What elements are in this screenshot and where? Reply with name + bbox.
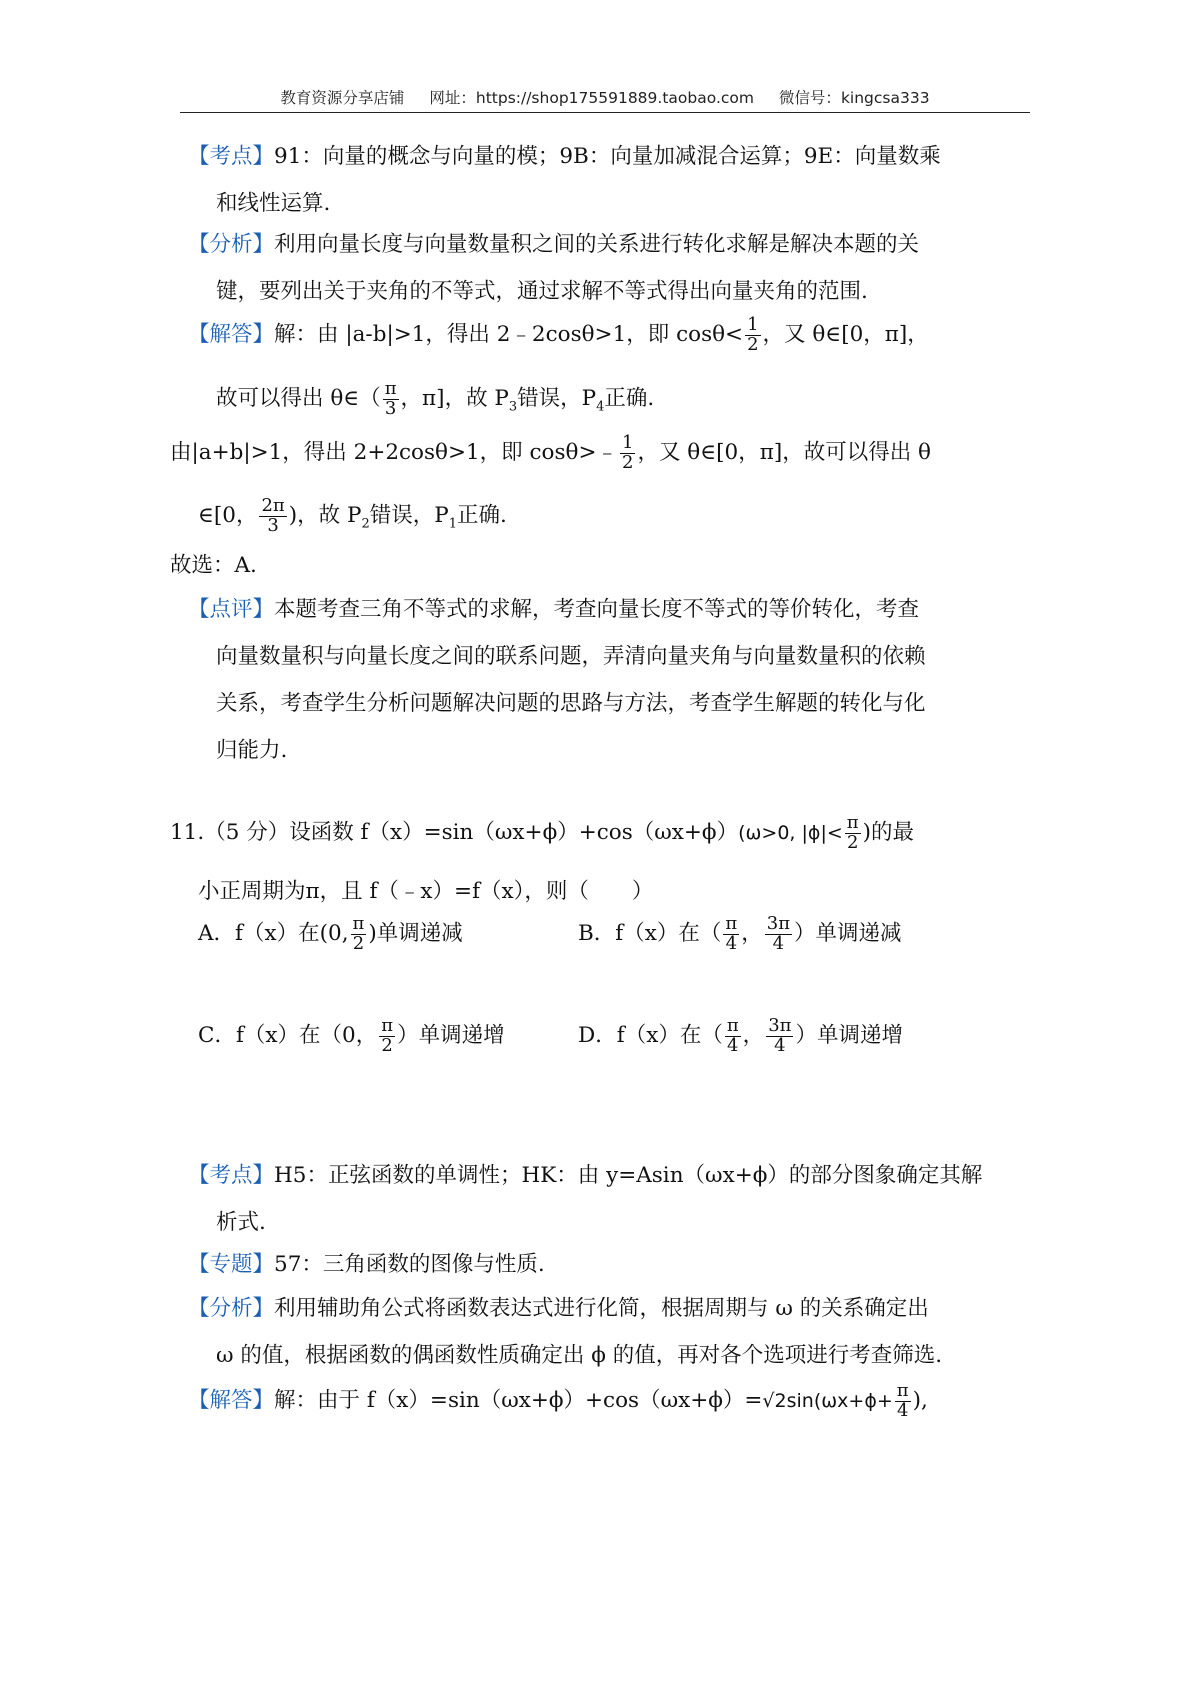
- fenxi-text: 利用向量长度与向量数量积之间的关系进行转化求解是解决本题的关: [274, 232, 920, 257]
- fraction-one-half-b: $\frac{1}{2}$: [621, 431, 634, 473]
- jieda-text-c: ，又 θ∈[0，π]，: [762, 322, 929, 347]
- q10-dianping: 【点评】本题考查三角不等式的求解，考查向量长度不等式的等价转化，考查 向量数量积与向量长度之间的联系问题，弄清向量夹角与向量数量积的依赖 关系，考查学生分析问题解决问题的思路与方法，考查学生解题的转化与化 归能力.: [188, 597, 926, 763]
- fraction-pi-over-2: $\frac{\pi}{2}$: [846, 811, 859, 853]
- dianping-tag: 【点评】: [188, 597, 275, 622]
- q11-stem: 11.（5 分）设函数 f（x）=sin（ωx+ϕ）+cos（ωx+ϕ）(ω>0, |ϕ|< $\frac{\pi}{2}$ )的最 小正周期为π，且 f（﹣x）=f（x），则（ ）: [170, 811, 914, 904]
- fraction-2pi-over-3: $\frac{2\pi}{3}$: [261, 494, 285, 536]
- page-header: [180, 86, 1030, 108]
- option-c[interactable]: C．f（x）在（0， $\frac{\pi}{2}$ ）单调递增: [198, 1014, 505, 1056]
- kaodian-text: 91：向量的概念与向量的模；9B：向量加减混合运算；9E：向量数乘: [274, 144, 941, 169]
- q10-line3: 由|a+b|>1，得出 2+2cosθ>1，即 cosθ>﹣ $\frac{1}{2}$ ，又 θ∈[0，π]，故可以得出 θ ∈[0， $\frac{2\pi}{3}$ )，故 $P_2$错误，$P_1$正确.: [170, 428, 1030, 546]
- option-d[interactable]: D．f（x）在（ $\frac{\pi}{4}$ ， $\frac{3\pi}{4}$ ）单调递增: [578, 1014, 903, 1056]
- q10-kaodian: [188, 133, 1028, 227]
- q11-kaodian: 【考点】H5：正弦函数的单调性；HK：由 y=Asin（ωx+ϕ）的部分图象确定其解 析式.: [188, 1163, 983, 1235]
- kaodian-tag: 【考点】: [188, 144, 275, 169]
- fraction-pi-over-3: $\frac{\pi}{3}$: [384, 377, 397, 419]
- q10-jieda: [188, 310, 1028, 428]
- q11-jieda: 【解答】解：由于 f（x）=sin（ωx+ϕ）+cos（ωx+ϕ）=√2sin(ωx+ϕ+ $\frac{\pi}{4}$ ),: [188, 1379, 928, 1421]
- kaodian-text-cont: 和线性运算.: [216, 191, 331, 216]
- wechat-id: kingcsa333: [840, 89, 930, 107]
- jieda-text: 解：由: [274, 322, 339, 347]
- shop-url[interactable]: https://shop175591889.taobao.com: [475, 89, 754, 107]
- q11-zhuanti: 【专题】57：三角函数的图像与性质.: [188, 1252, 545, 1277]
- fenxi-tag: 【分析】: [188, 232, 275, 257]
- jieda-tag: 【解答】: [188, 322, 275, 347]
- url-label: 网址：: [429, 89, 476, 107]
- fraction-one-half: $\frac{1}{2}$: [747, 313, 759, 355]
- fenxi-text-cont: 键，要列出关于夹角的不等式，通过求解不等式得出向量夹角的范围.: [216, 279, 868, 304]
- header-divider: [180, 112, 1030, 113]
- wechat-label: 微信号：: [778, 89, 841, 107]
- q11-fenxi: 【分析】利用辅助角公式将函数表达式进行化简，根据周期与 ω 的关系确定出 ω 的值，根据函数的偶函数性质确定出 ϕ 的值，再对各个选项进行考查筛选.: [188, 1296, 943, 1368]
- q10-answer: 故选：A.: [170, 553, 257, 578]
- option-a[interactable]: A．f（x）在(0, $\frac{\pi}{2}$ )单调递减: [198, 912, 463, 954]
- jieda-text-b: ，得出 2﹣2cosθ>1，即 cosθ<: [425, 322, 744, 347]
- shop-name: 教育资源分享店铺: [280, 89, 405, 107]
- q10-line4: ∈[0， $\frac{2\pi}{3}$ )，故 $P_2$错误，$P_1$正确.: [198, 494, 507, 536]
- q10-fenxi: [188, 221, 1028, 315]
- abs-a-plus-b: |a+b|: [191, 440, 251, 465]
- abs-a-minus-b: |a-b|>1: [345, 322, 426, 347]
- jieda-line2: 故可以得出 θ∈（ $\frac{\pi}{3}$ ，π]，故 $P_3$错误，$P_4$正确.: [216, 377, 655, 419]
- option-b[interactable]: B．f（x）在（ $\frac{\pi}{4}$ ， $\frac{3\pi}{4}$ ）单调递减: [578, 912, 902, 954]
